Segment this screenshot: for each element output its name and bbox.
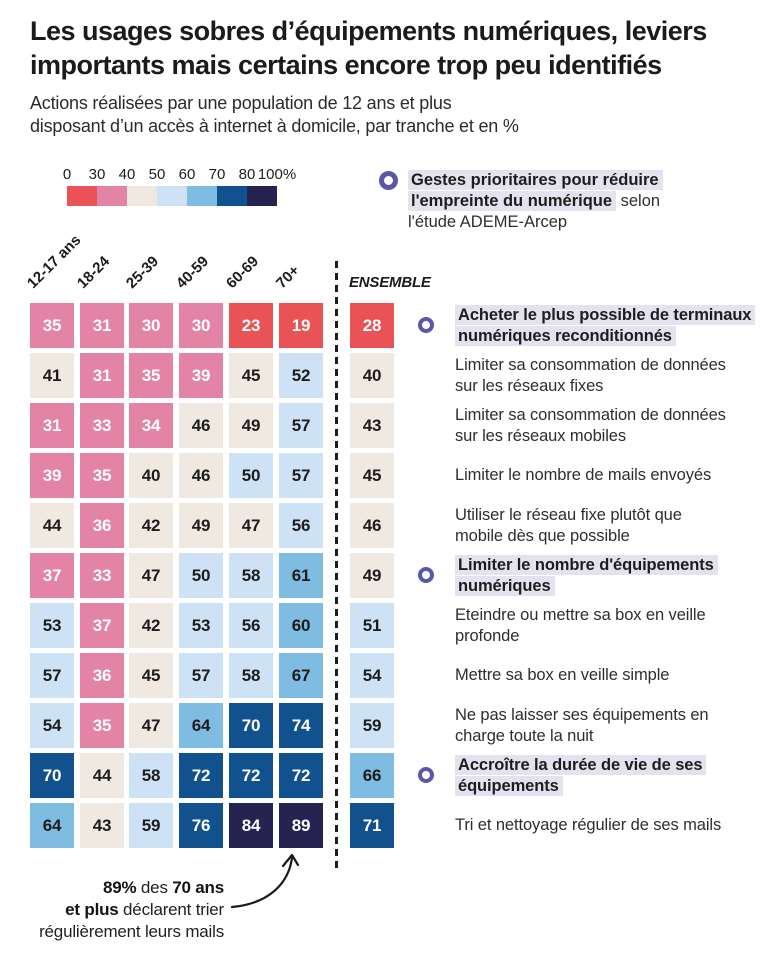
row-label-text: Ne pas laisser ses équipements en	[455, 706, 709, 724]
column-header: 70+	[272, 261, 303, 292]
heatmap-cell: 23	[229, 303, 273, 348]
priority-ring-icon	[418, 767, 434, 783]
row-label-text: Acheter le plus possible de terminaux	[455, 305, 755, 325]
row-label-text: mobile dès que possible	[455, 526, 630, 545]
row-label-line	[455, 665, 669, 686]
row-label-text: Utiliser le réseau fixe plutôt que	[455, 506, 682, 524]
legend-tick: 70	[208, 166, 226, 183]
ensemble-cell: 51	[350, 603, 394, 648]
row-label-line	[455, 526, 630, 547]
heatmap-cell: 53	[30, 603, 74, 648]
heatmap-cell: 60	[279, 603, 323, 648]
row-label-line	[455, 576, 555, 597]
row-label-text: sur les réseaux fixes	[455, 376, 604, 395]
legend-tick: 100%	[257, 166, 297, 183]
page-title-line2: importants mais certains encore trop peu identifiés	[30, 50, 662, 80]
legend-tick: 60	[178, 166, 196, 183]
priority-note-highlight: Gestes prioritaires pour réduire	[408, 170, 663, 190]
heatmap-cell: 72	[279, 753, 323, 798]
heatmap-cell: 59	[129, 803, 173, 848]
row-label-text: Mettre sa box en veille simple	[455, 666, 670, 685]
legend-color-band	[217, 186, 247, 206]
heatmap-cell: 57	[30, 653, 74, 698]
heatmap-cell: 64	[179, 703, 223, 748]
heatmap-cell: 33	[80, 553, 124, 598]
heatmap-cell: 43	[80, 803, 124, 848]
heatmap-cell: 76	[179, 803, 223, 848]
legend-color-band	[247, 186, 277, 206]
heatmap-cell: 35	[80, 453, 124, 498]
callout-annotation: 89% des 70 ans et plus déclarent trier régulièrement leurs mails	[39, 878, 224, 941]
row-label	[455, 503, 760, 548]
callout-value: 89%	[102, 878, 137, 897]
row-label	[455, 553, 760, 598]
legend-color-band	[157, 186, 187, 206]
heatmap-cell: 42	[129, 603, 173, 648]
ensemble-cell: 46	[350, 503, 394, 548]
heatmap-cell: 57	[179, 653, 223, 698]
heatmap-cell: 58	[229, 553, 273, 598]
row-label-text: Limiter sa consommation de données	[455, 356, 726, 374]
row-label	[455, 453, 760, 498]
heatmap-cell: 40	[129, 453, 173, 498]
heatmap-cell: 44	[80, 753, 124, 798]
legend-color-band	[187, 186, 217, 206]
heatmap-cell: 19	[279, 303, 323, 348]
heatmap-cell: 57	[279, 403, 323, 448]
heatmap-cell: 72	[179, 753, 223, 798]
ensemble-cell: 28	[350, 303, 394, 348]
heatmap-cell: 47	[229, 503, 273, 548]
heatmap-cell: 30	[129, 303, 173, 348]
legend-tick: 80	[238, 166, 256, 183]
column-header: 25-39	[122, 252, 163, 292]
heatmap-cell: 57	[279, 453, 323, 498]
heatmap-cell: 37	[80, 603, 124, 648]
page-title-line1: Les usages sobres d’équipements numériques, leviers	[30, 16, 707, 46]
heatmap-cell: 36	[80, 653, 124, 698]
row-label-text: numériques reconditionnés	[455, 326, 676, 346]
row-label-text: Tri et nettoyage régulier de ses mails	[455, 816, 722, 835]
heatmap-cell: 45	[229, 353, 273, 398]
legend-tick: 50	[148, 166, 166, 183]
heatmap-cell: 44	[30, 503, 74, 548]
legend-ticks	[62, 166, 297, 184]
heatmap-cell: 46	[179, 453, 223, 498]
row-label	[455, 703, 760, 748]
dashed-separator-line	[335, 261, 338, 871]
row-label-line	[455, 405, 726, 426]
row-label-text: Limiter le nombre d'équipements	[455, 555, 718, 575]
row-label-line	[455, 755, 706, 776]
row-label-line	[455, 305, 755, 326]
callout-group: 70 ans	[172, 878, 224, 897]
row-label-line	[455, 555, 718, 576]
heatmap-cell: 70	[229, 703, 273, 748]
heatmap-cell: 42	[129, 503, 173, 548]
heatmap-cell: 67	[279, 653, 323, 698]
heatmap-cell: 34	[129, 403, 173, 448]
heatmap-cell: 47	[129, 703, 173, 748]
row-label-line	[455, 465, 711, 486]
heatmap-cell: 49	[179, 503, 223, 548]
ensemble-cell: 54	[350, 653, 394, 698]
row-label	[455, 303, 760, 348]
priority-ring-icon	[418, 567, 434, 583]
column-header: 18-24	[73, 252, 114, 292]
heatmap-cell: 39	[179, 353, 223, 398]
ensemble-cell: 49	[350, 553, 394, 598]
ensemble-cell: 45	[350, 453, 394, 498]
column-header: 40-59	[172, 252, 213, 292]
legend-color-bar	[67, 186, 277, 206]
row-label	[455, 403, 760, 448]
legend-color-band	[97, 186, 127, 206]
priority-note-line1	[408, 170, 738, 191]
heatmap-cell: 61	[279, 553, 323, 598]
ensemble-cell: 66	[350, 753, 394, 798]
row-label	[455, 353, 760, 398]
ensemble-cell: 40	[350, 353, 394, 398]
ensemble-column-header: ENSEMBLE	[349, 274, 431, 291]
heatmap-cell: 50	[179, 553, 223, 598]
row-label-text: Eteindre ou mettre sa box en veille	[455, 606, 706, 624]
heatmap-cell: 31	[30, 403, 74, 448]
row-label-text: numériques	[455, 576, 555, 596]
heatmap-cell: 54	[30, 703, 74, 748]
row-label-line	[455, 426, 626, 447]
heatmap-cell: 58	[229, 653, 273, 698]
priority-legend-note	[408, 170, 738, 233]
heatmap-cell: 47	[129, 553, 173, 598]
row-label-line	[455, 726, 593, 747]
heatmap-cell: 39	[30, 453, 74, 498]
row-label	[455, 603, 760, 648]
priority-note-line3: l'étude ADEME-Arcep	[408, 213, 568, 231]
chart-subtitle-line2: disposant d’un accès à internet à domicile, par tranche et en %	[30, 116, 519, 136]
chart-subtitle-line1: Actions réalisées par une population de 12 ans et plus	[30, 93, 452, 113]
row-label-line	[455, 505, 682, 526]
chart-subtitle	[30, 92, 745, 138]
heatmap-cell: 37	[30, 553, 74, 598]
ensemble-cell: 71	[350, 803, 394, 848]
row-label-line	[455, 815, 721, 836]
heatmap-cell: 46	[179, 403, 223, 448]
column-header: 12-17 ans	[23, 231, 85, 292]
row-label-line	[455, 326, 676, 347]
page-title	[30, 14, 745, 82]
row-label-text: charge toute la nuit	[455, 726, 594, 745]
legend-color-band	[127, 186, 157, 206]
row-label-line	[455, 355, 726, 376]
curved-arrow-icon	[228, 848, 308, 912]
priority-note-line2	[408, 191, 738, 212]
heatmap-cell: 50	[229, 453, 273, 498]
row-label-text: Accroître la durée de vie de ses	[455, 755, 706, 775]
row-label-text: équipements	[455, 776, 563, 796]
row-label-line	[455, 605, 706, 626]
priority-note-highlight: l'empreinte du numérique	[408, 191, 616, 211]
ensemble-cell: 43	[350, 403, 394, 448]
legend-color-band	[67, 186, 97, 206]
legend-tick: 30	[88, 166, 106, 183]
heatmap-cell: 30	[179, 303, 223, 348]
row-label	[455, 653, 760, 698]
heatmap-cell: 56	[229, 603, 273, 648]
heatmap-cell: 64	[30, 803, 74, 848]
heatmap-cell: 84	[229, 803, 273, 848]
legend-tick: 0	[62, 166, 72, 183]
heatmap-cell: 35	[129, 353, 173, 398]
heatmap-cell: 72	[229, 753, 273, 798]
heatmap-cell: 33	[80, 403, 124, 448]
heatmap-cell: 58	[129, 753, 173, 798]
priority-note-text: selon	[616, 192, 661, 210]
heatmap-cell: 45	[129, 653, 173, 698]
row-label-line	[455, 776, 563, 797]
column-header: 60-69	[222, 252, 263, 292]
ensemble-cell: 59	[350, 703, 394, 748]
row-label-line	[455, 626, 519, 647]
heatmap-cell: 31	[80, 353, 124, 398]
heatmap-cell: 70	[30, 753, 74, 798]
row-label-text: profonde	[455, 626, 520, 645]
heatmap-cell: 35	[30, 303, 74, 348]
legend-tick: 40	[118, 166, 136, 183]
row-label-line	[455, 376, 603, 397]
heatmap-cell: 53	[179, 603, 223, 648]
heatmap-cell: 31	[80, 303, 124, 348]
heatmap-cell: 35	[80, 703, 124, 748]
heatmap-cell: 49	[229, 403, 273, 448]
row-label	[455, 803, 760, 848]
row-label-text: Limiter le nombre de mails envoyés	[455, 466, 712, 485]
heatmap-cell: 41	[30, 353, 74, 398]
heatmap-cell: 74	[279, 703, 323, 748]
priority-ring-icon	[418, 317, 434, 333]
row-label-text: Limiter sa consommation de données	[455, 406, 726, 424]
heatmap-cell: 89	[279, 803, 323, 848]
priority-ring-icon	[379, 171, 398, 190]
row-label	[455, 753, 760, 798]
heatmap-cell: 56	[279, 503, 323, 548]
row-label-text: sur les réseaux mobiles	[455, 426, 627, 445]
heatmap-cell: 52	[279, 353, 323, 398]
heatmap-cell: 36	[80, 503, 124, 548]
row-label-line	[455, 705, 709, 726]
